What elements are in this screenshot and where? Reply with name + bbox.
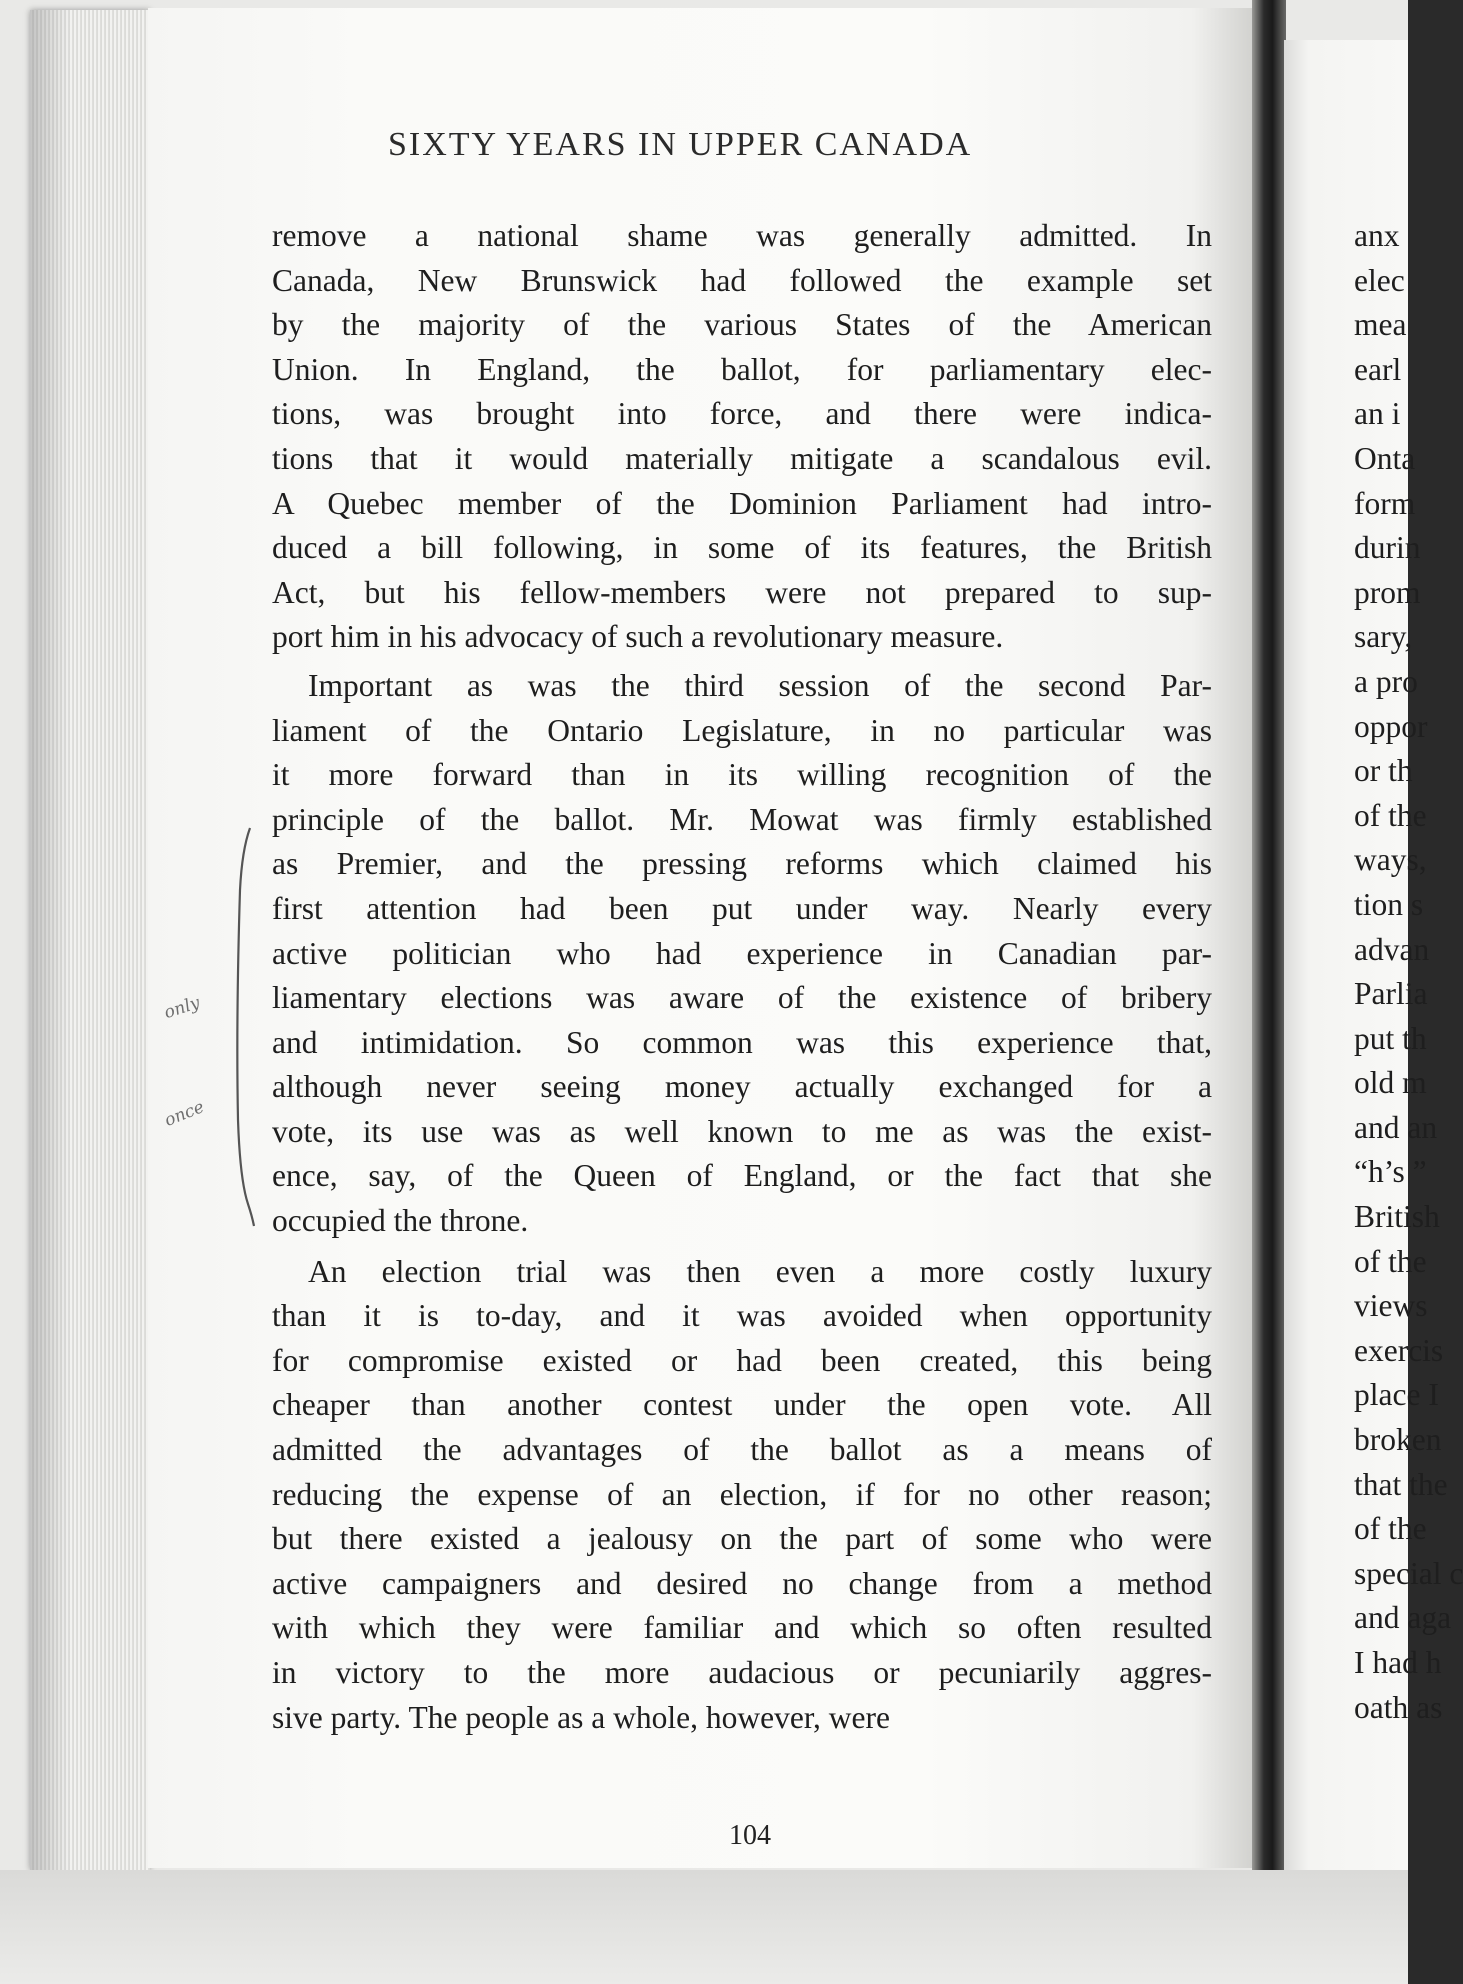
facing-page-fragment: Parlia <box>1354 976 1428 1012</box>
text-line: it more forward than in its willing recognition of the <box>272 757 1212 793</box>
facing-page-fragment: old m <box>1354 1065 1427 1101</box>
text-line: tions that it would materially mitigate a scandalous evil. <box>272 440 1212 476</box>
facing-page-fragment: anx <box>1354 218 1400 253</box>
text-line: although never seeing money actually exchanged for a <box>272 1069 1212 1105</box>
facing-page-fragment: advan <box>1354 931 1430 967</box>
body-text <box>272 214 1212 1740</box>
book-gutter <box>1252 0 1286 1870</box>
facing-page-fragment: a pro <box>1354 663 1418 699</box>
text-line: ence, say, of the Queen of England, or the fact that she <box>272 1158 1212 1194</box>
scan-bottom-background <box>0 1870 1408 1984</box>
text-line: cheaper than another contest under the open vote. All <box>272 1387 1212 1423</box>
facing-page-fragment: oppor <box>1354 708 1428 744</box>
text-line: admitted the advantages of the ballot as a means of <box>272 1432 1212 1468</box>
text-line: sive party. The people as a whole, however, were <box>272 1699 891 1735</box>
text-line: remove a national shame was generally admitted. In <box>272 218 1212 253</box>
facing-page-fragment: of the <box>1354 797 1427 833</box>
text-line: vote, its use was as well known to me as was the exist- <box>272 1113 1212 1149</box>
text-line: A Quebec member of the Dominion Parliament had intro- <box>272 485 1212 521</box>
facing-page-fragment: put th <box>1354 1020 1427 1056</box>
text-line: tions, was brought into force, and there were indica- <box>272 396 1212 432</box>
running-head: SIXTY YEARS IN UPPER CANADA <box>388 126 973 163</box>
text-line: liament of the Ontario Legislature, in no particular was <box>272 712 1212 748</box>
facing-page-fragment: of the <box>1354 1243 1427 1279</box>
facing-page-fragment: an i <box>1354 396 1401 432</box>
text-line: duced a bill following, in some of its features, the British <box>272 530 1212 566</box>
facing-page-text <box>1354 214 1463 1730</box>
text-line: for compromise existed or had been created, this being <box>272 1342 1212 1378</box>
facing-page-fragment: tion s <box>1354 886 1424 922</box>
facing-page-fragment: sary, <box>1354 619 1413 655</box>
facing-page-fragment: form <box>1354 485 1416 521</box>
facing-page-fragment: place I <box>1354 1377 1439 1413</box>
facing-page-fragment: Onta <box>1354 440 1416 476</box>
text-line: An election trial was then even a more costly luxury <box>308 1253 1212 1289</box>
facing-page-fragment: prom <box>1354 574 1421 610</box>
text-line: port him in his advocacy of such a revolutionary measure. <box>272 619 1004 655</box>
text-line: Canada, New Brunswick had followed the example set <box>272 262 1212 298</box>
text-line: active politician who had experience in Canadian par- <box>272 935 1212 971</box>
facing-page-fragment: mea <box>1354 307 1407 343</box>
text-line: first attention had been put under way. Nearly every <box>272 890 1212 926</box>
facing-page-fragment: that the <box>1354 1466 1448 1502</box>
margin-note: once <box>161 1097 208 1131</box>
facing-page-fragment: earl <box>1354 351 1402 387</box>
text-line: by the majority of the various States of the American <box>272 307 1212 343</box>
facing-page-fragment: British <box>1354 1199 1440 1235</box>
page-edges <box>30 10 150 1870</box>
page-edges-shadow <box>30 10 70 1870</box>
text-line: than it is to-day, and it was avoided when opportunity <box>272 1298 1212 1334</box>
text-line: Important as was the third session of the second Par- <box>308 667 1212 703</box>
facing-page-fragment: views <box>1354 1288 1428 1324</box>
margin-bracket-mark <box>220 820 260 1240</box>
text-line: liamentary elections was aware of the existence of bribery <box>272 980 1212 1016</box>
facing-page-fragment: durin <box>1354 530 1421 566</box>
margin-note: only <box>161 992 203 1024</box>
facing-page-fragment: I had h <box>1354 1645 1442 1680</box>
text-line: and intimidation. So common was this experience that, <box>272 1024 1212 1060</box>
text-line: principle of the ballot. Mr. Mowat was firmly established <box>272 801 1212 837</box>
text-line: Act, but his fellow-members were not prepared to sup- <box>272 574 1212 610</box>
facing-page-fragment: or th <box>1354 753 1413 789</box>
facing-page-fragment: and aga <box>1354 1600 1452 1636</box>
text-line: Union. In England, the ballot, for parliamentary elec- <box>272 351 1212 387</box>
text-line: active campaigners and desired no change from a method <box>272 1565 1212 1601</box>
facing-page-fragment: “h’s ” <box>1354 1154 1427 1190</box>
text-line: occupied the throne. <box>272 1203 529 1239</box>
page-number: 104 <box>729 1820 771 1851</box>
facing-page-fragment: and an <box>1354 1109 1438 1145</box>
text-line: reducing the expense of an election, if for no other reason; <box>272 1476 1212 1512</box>
text-line: with which they were familiar and which so often resulted <box>272 1610 1212 1646</box>
text-line: as Premier, and the pressing reforms which claimed his <box>272 846 1212 882</box>
text-line: in victory to the more audacious or pecuniarily aggres- <box>272 1655 1212 1690</box>
facing-page-fragment: special c <box>1354 1555 1463 1591</box>
facing-page-fragment: broken <box>1354 1422 1442 1458</box>
text-line: but there existed a jealousy on the part of some who were <box>272 1521 1212 1557</box>
facing-page-fragment: of the <box>1354 1511 1427 1547</box>
facing-page-fragment: exercis <box>1354 1332 1444 1368</box>
facing-page-fragment: oath as <box>1354 1689 1443 1725</box>
facing-page-fragment: ways, <box>1354 842 1427 878</box>
facing-page-fragment: elec <box>1354 262 1405 298</box>
